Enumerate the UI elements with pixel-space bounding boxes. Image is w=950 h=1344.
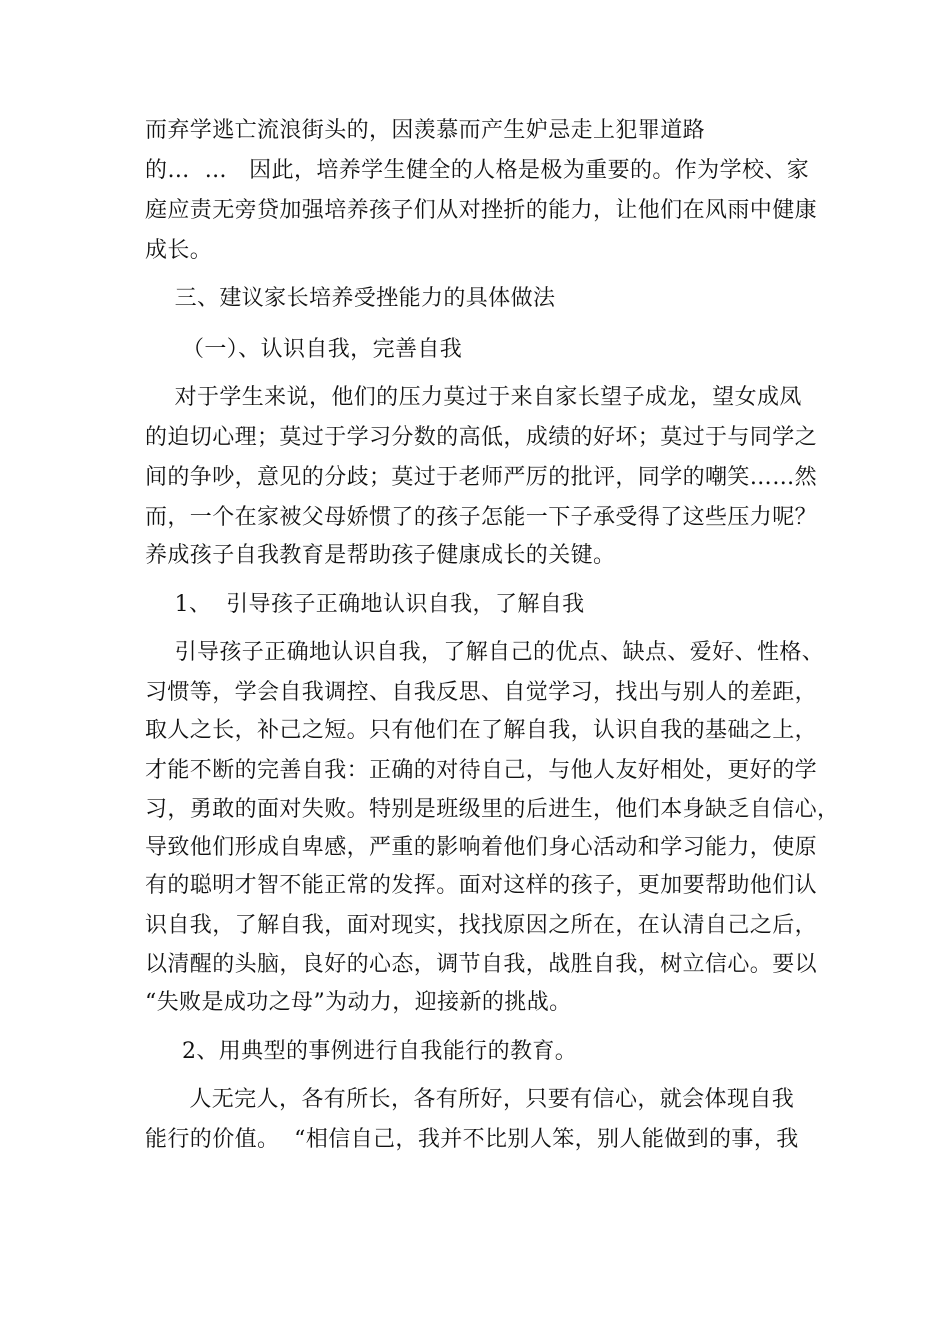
text-line: 习，勇敢的面对失败。特别是班级里的后进生，他们本身缺乏自信心， <box>145 797 840 822</box>
text-line: 才能不断的完善自我：正确的对待自己，与他人友好相处，更好的学 <box>145 758 818 783</box>
section-heading: 三、建议家长培养受挫能力的具体做法 <box>145 286 556 311</box>
text-line: 的迫切心理；莫过于学习分数的高低，成绩的好坏；莫过于与同学之 <box>145 425 818 450</box>
text-line: 有的聪明才智不能正常的发挥。面对这样的孩子，更加要帮助他们认 <box>145 873 818 898</box>
text-line: 取人之长，补己之短。只有他们在了解自我，认识自我的基础之上， <box>145 718 818 743</box>
text-line: 的… … 因此，培养学生健全的人格是极为重要的。作为学校、家 <box>145 158 810 183</box>
text-line: 对于学生来说，他们的压力莫过于来自家长望子成龙，望女成凤 <box>145 385 802 410</box>
text-line: 习惯等，学会自我调控、自我反思、自觉学习，找出与别人的差距， <box>145 680 818 705</box>
text-line: 间的争吵，意见的分歧；莫过于老师严厉的批评，同学的嘲笑……然 <box>145 465 818 490</box>
text-line: 而弃学逃亡流浪街头的，因羡慕而产生妒忌走上犯罪道路 <box>145 118 706 143</box>
text-line: 庭应责无旁贷加强培养孩子们从对挫折的能力，让他们在风雨中健康 <box>145 198 818 223</box>
text-line: 能行的价值。 “相信自己，我并不比别人笨，别人能做到的事，我 <box>145 1127 799 1152</box>
text-line: 成长。 <box>145 238 213 263</box>
text-line: “失败是成功之母”为动力，迎接新的挑战。 <box>145 990 572 1015</box>
text-line: 养成孩子自我教育是帮助孩子健康成长的关键。 <box>145 543 616 568</box>
text-line: 人无完人，各有所长，各有所好，只要有信心，就会体现自我 <box>145 1087 795 1112</box>
item-heading: 2、用典型的事例进行自我能行的教育。 <box>145 1039 578 1064</box>
text-line: 而，一个在家被父母娇惯了的孩子怎能一下子承受得了这些压力呢？ <box>145 505 818 530</box>
item-heading: 1、 引导孩子正确地认识自我，了解自我 <box>145 592 585 617</box>
text-line: 导致他们形成自卑感，严重的影响着他们身心活动和学习能力，使原 <box>145 835 818 860</box>
subsection-heading: （一）、认识自我，完善自我 <box>145 337 463 362</box>
text-line: 识自我，了解自我，面对现实，找找原因之所在，在认清自己之后， <box>145 913 818 938</box>
text-line: 以清醒的头脑，良好的心态，调节自我，战胜自我，树立信心。要以 <box>145 952 818 977</box>
text-line: 引导孩子正确地认识自我，了解自己的优点、缺点、爱好、性格、 <box>145 640 825 665</box>
